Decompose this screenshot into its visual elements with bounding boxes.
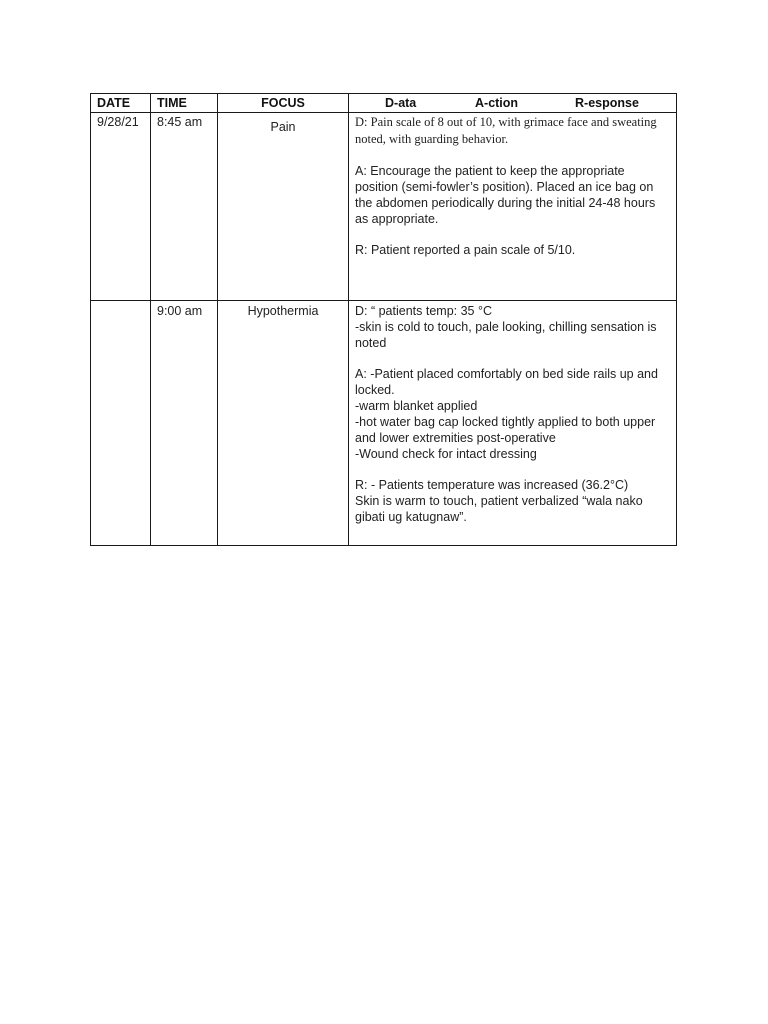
header-action: A-ction [475,96,519,110]
response-note: R: Patient reported a pain scale of 5/10. [355,243,576,257]
table-header-row [91,94,677,113]
data-line: D: “ patients temp: 35 °C [355,304,492,318]
action-line: -Wound check for intact dressing [355,447,537,461]
action-line: -warm blanket applied [355,399,478,413]
data-note [355,303,670,351]
action-note: A: Encourage the patient to keep the appropriate position (semi-fowler’s position). Placed an ice bag on the abdomen periodically during the initial 24-48 hours as appropriate. [355,164,656,226]
cell-focus: Pain [218,113,349,301]
focus-charting-table [90,93,677,546]
header-time: TIME [151,94,218,113]
header-focus: FOCUS [218,94,349,113]
action-note [355,366,670,462]
header-data: D-ata [385,96,417,110]
cell-dar-notes [349,113,677,301]
cell-focus: Hypothermia [218,301,349,546]
header-date: DATE [91,94,151,113]
table-row [91,113,677,301]
cell-dar-notes [349,301,677,546]
cell-date [91,301,151,546]
response-line: R: - Patients temperature was increased (36.2°C) [355,478,629,492]
response-line: Skin is warm to touch, patient verbalized “wala nako gibati ug katugnaw”. [355,494,643,524]
header-dar [349,94,677,113]
cell-date: 9/28/21 [91,113,151,301]
header-response: R-esponse [575,96,639,110]
cell-time: 9:00 am [151,301,218,546]
response-note [355,477,670,525]
action-line: A: -Patient placed comfortably on bed side rails up and locked. [355,367,658,397]
data-line: -skin is cold to touch, pale looking, chilling sensation is noted [355,320,657,350]
table-row [91,301,677,546]
data-note: D: Pain scale of 8 out of 10, with grimace face and sweating noted, with guarding behavior. [355,115,657,146]
cell-time: 8:45 am [151,113,218,301]
action-line: -hot water bag cap locked tightly applied to both upper and lower extremities post-operative [355,415,656,445]
